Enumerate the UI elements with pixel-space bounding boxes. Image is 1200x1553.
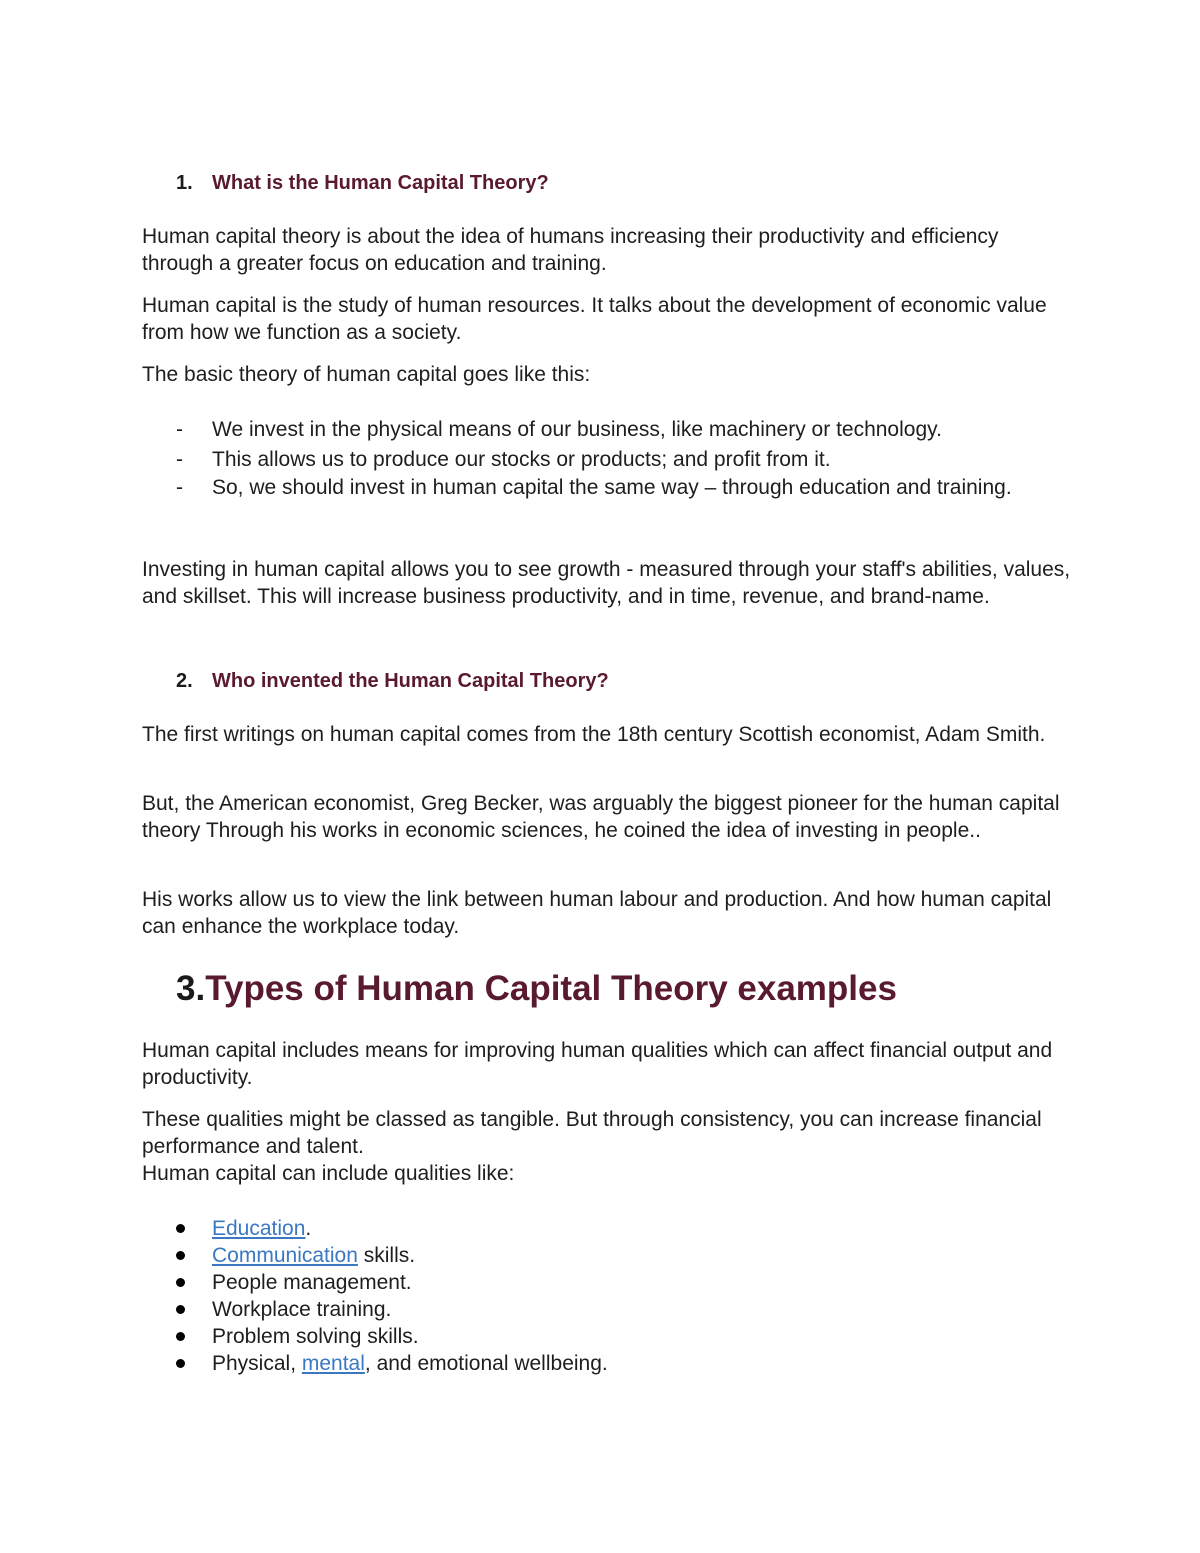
bullet-list-item — [176, 1215, 1056, 1242]
dash-list-text: We invest in the physical means of our business, like machinery or technology. — [212, 418, 942, 441]
bullet-list-item — [176, 1350, 1056, 1377]
section-3-number: 3. — [176, 969, 206, 1008]
dash-marker: - — [176, 448, 183, 471]
bullet-dot-icon — [176, 1224, 185, 1233]
section-1-paragraph-3: The basic theory of human capital goes like this: — [142, 363, 591, 386]
bullet-dot-icon — [176, 1305, 185, 1314]
dash-list-text: This allows us to produce our stocks or products; and profit from it. — [212, 448, 831, 471]
section-1-heading — [176, 172, 549, 195]
section-2-number: 2. — [176, 670, 193, 692]
section-3-heading — [176, 969, 897, 1009]
communication-link[interactable]: Communication — [212, 1244, 358, 1267]
mental-link[interactable]: mental — [301, 1352, 365, 1375]
list-text: Workplace training. — [212, 1298, 392, 1321]
section-3-paragraph-2: These qualities might be classed as tangible. But through consistency, you can increase financial performance and talent. — [142, 1108, 1042, 1158]
section-2-paragraph-2: But, the American economist, Greg Becker, was arguably the biggest pioneer for the human capital theory Through his works in economic sciences, he coined the idea of investing in people.. — [142, 792, 1060, 842]
list-text: skills. — [357, 1244, 416, 1267]
section-3-paragraph-3: Human capital can include qualities like: — [142, 1162, 515, 1185]
list-text: , and emotional wellbeing. — [364, 1352, 608, 1375]
section-1-number: 1. — [176, 172, 193, 194]
bullet-list-item — [176, 1296, 1056, 1323]
bullet-dot-icon — [176, 1278, 185, 1287]
list-text: Problem solving skills. — [212, 1325, 419, 1348]
bullet-dot-icon — [176, 1359, 185, 1368]
section-1-title: What is the Human Capital Theory? — [212, 172, 549, 194]
section-2-paragraph-3: His works allow us to view the link between human labour and production. And how human capital can enhance the workplace today. — [142, 888, 1052, 938]
education-link[interactable]: Education — [212, 1217, 306, 1240]
dash-marker: - — [176, 418, 183, 441]
section-2-paragraph-1: The first writings on human capital comes from the 18th century Scottish economist, Adam Smith. — [142, 723, 1046, 746]
list-text: People management. — [212, 1271, 412, 1294]
dash-list-text: So, we should invest in human capital the same way – through education and training. — [212, 476, 1012, 499]
list-text: Physical, — [212, 1352, 302, 1375]
section-2-title: Who invented the Human Capital Theory? — [212, 670, 609, 692]
bullet-list-item — [176, 1269, 1056, 1296]
bullet-dot-icon — [176, 1332, 185, 1341]
section-3-title: Types of Human Capital Theory examples — [205, 969, 897, 1008]
section-2-heading — [176, 670, 609, 693]
section-3-paragraph-1: Human capital includes means for improving human qualities which can affect financial output and productivity. — [142, 1039, 1053, 1089]
bullet-dot-icon — [176, 1251, 185, 1260]
dash-marker: - — [176, 476, 183, 499]
bullet-list-item — [176, 1323, 1056, 1350]
list-text: . — [305, 1217, 312, 1240]
section-1-paragraph-1: Human capital theory is about the idea of humans increasing their productivity and efficiency through a greater focus on education and training. — [142, 225, 999, 275]
section-1-paragraph-2: Human capital is the study of human resources. It talks about the development of economic value from how we function as a society. — [142, 294, 1047, 344]
dash-list-item — [176, 474, 1056, 502]
dash-list-item — [176, 446, 1056, 474]
dash-list-item — [176, 416, 1056, 444]
bullet-list-item — [176, 1242, 1056, 1269]
section-1-paragraph-4: Investing in human capital allows you to see growth - measured through your staff's abilities, values, and skillset. This will increase business productivity, and in time, revenue, and brand-name. — [142, 558, 1071, 608]
